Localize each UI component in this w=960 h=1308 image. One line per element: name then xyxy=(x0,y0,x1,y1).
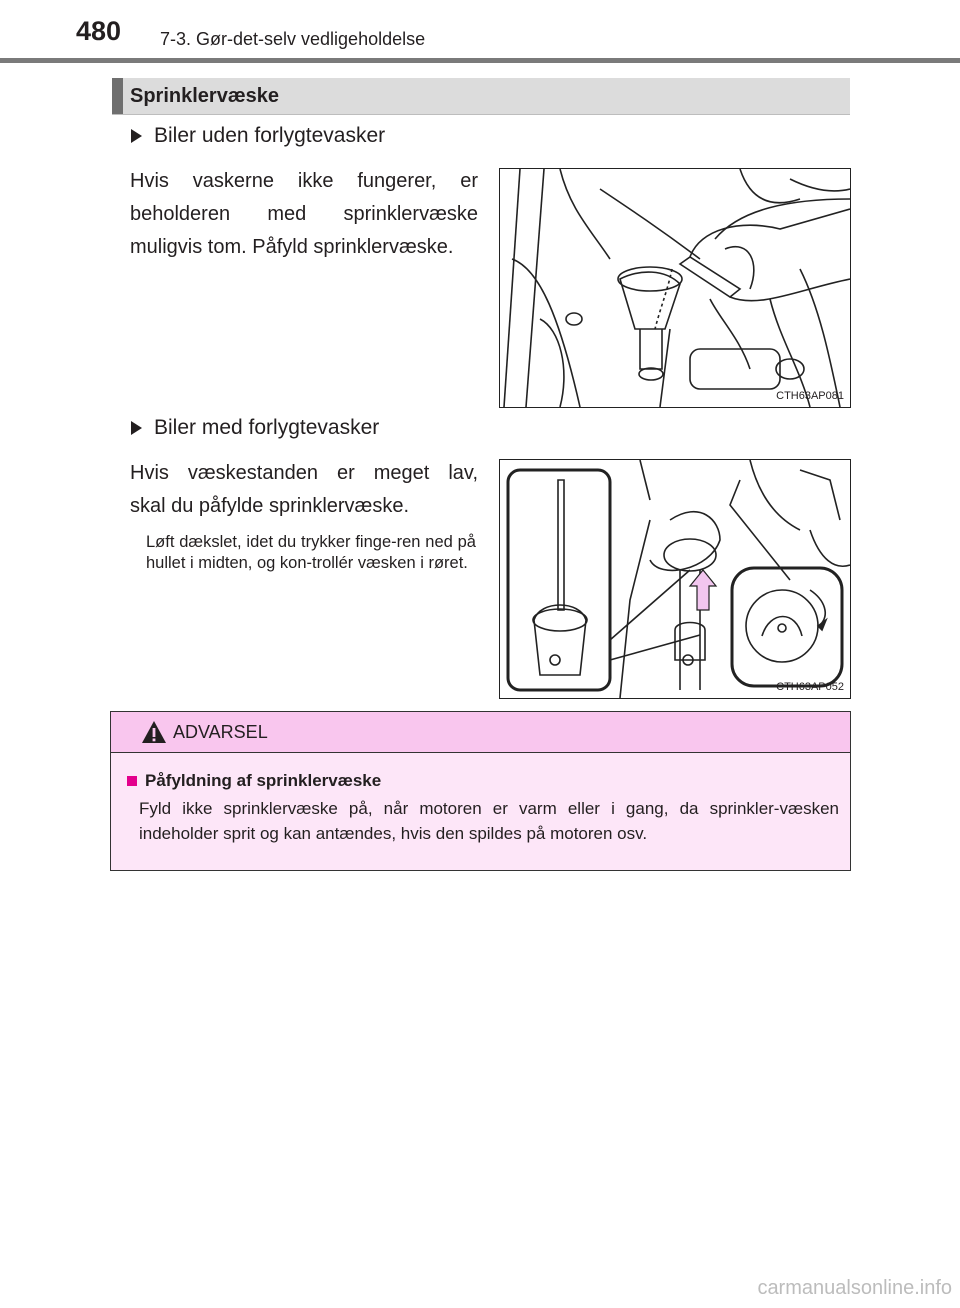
section-title: Sprinklervæske xyxy=(130,85,279,107)
heading-text: Biler uden forlygtevasker xyxy=(154,124,386,147)
warning-subheading-text: Påfyldning af sprinklervæske xyxy=(145,771,382,790)
warning-subheading xyxy=(127,771,381,791)
warning-triangle-icon xyxy=(141,720,167,744)
heading-without-headlamp-washer xyxy=(131,124,385,148)
bullet-triangle-icon xyxy=(131,129,142,143)
heading-text: Biler med forlygtevasker xyxy=(154,416,380,439)
header-rule xyxy=(0,58,960,63)
section-header-bar xyxy=(112,78,850,115)
warning-text: Fyld ikke sprinklervæske på, når motoren er varm eller i gang, da sprinkler-væsken indeholder sprit og kan antændes, hvis den spildes på motoren osv. xyxy=(139,799,839,843)
figure-filling-washer-fluid xyxy=(499,168,851,408)
heading-with-headlamp-washer xyxy=(131,416,379,440)
note-text: Løft dækslet, idet du trykker finge-ren ned på hullet i midten, og kon-trollér væsken i røret. xyxy=(146,533,476,572)
chapter-title: 7-3. Gør-det-selv vedligeholdelse xyxy=(160,29,426,49)
body-line: Hvis væskestanden er meget lav, xyxy=(130,462,478,484)
warning-title: ADVARSEL xyxy=(173,722,268,742)
square-bullet-icon xyxy=(127,776,137,786)
figure-code: CTH63AP081 xyxy=(776,390,844,402)
block2-body xyxy=(130,457,478,523)
warning-box xyxy=(110,711,851,871)
page-number: 480 xyxy=(76,16,122,46)
illustration-pouring-fluid xyxy=(500,169,850,407)
section-bar-marker xyxy=(112,78,123,114)
figure-code: CTH63AP052 xyxy=(776,681,844,693)
bullet-triangle-icon xyxy=(131,421,142,435)
warning-body xyxy=(111,753,850,870)
block1-body xyxy=(130,165,478,264)
warning-header xyxy=(111,712,850,753)
illustration-dipstick-cap xyxy=(500,460,850,698)
footer-watermark: carmanualsonline.info xyxy=(757,1277,952,1299)
body-line: muligvis tom. Påfyld sprinklervæske. xyxy=(130,236,454,258)
figure-checking-fluid-level xyxy=(499,459,851,699)
body-line: Hvis vaskerne ikke fungerer, er xyxy=(130,170,478,192)
body-line: skal du påfylde sprinklervæske. xyxy=(130,495,410,517)
body-line: beholderen med sprinklervæske xyxy=(130,203,478,225)
